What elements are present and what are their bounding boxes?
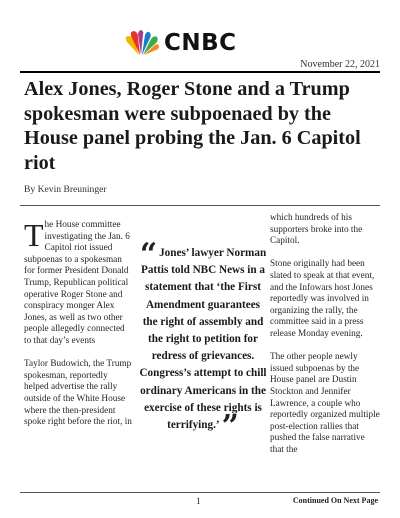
cnbc-wordmark: CNBC xyxy=(164,30,237,56)
continued-link[interactable]: Continued On Next Page xyxy=(292,496,378,505)
article-column-1 xyxy=(24,217,132,440)
footer-divider xyxy=(20,492,380,493)
paragraph: The other people newly issued subpoenas by the House panel are Dustin Stockton and Jennifer Lawrence, a couple who reportedly organized multiple post-election rallies that pushed the false narrative that the xyxy=(270,352,380,455)
publication-date: November 22, 2021 xyxy=(300,59,380,70)
pull-quote-text: Jones’ lawyer Norman Pattis told NBC News in a statement that ‘the First Amendment guarantees the right of assembly and the right to petition for redress of grievances. Congress’s attempt to chill ordinary Americans in the exercise of these rights is terrifying.’ xyxy=(139,247,267,432)
drop-cap: T xyxy=(24,217,44,253)
paragraph-text: he House committee investigating the Jan. 6 Capitol riot issued subpoenas to a spokesman for former President Donald Trump, Republican political operative Roger Stone and conspiracy monger Alex Jones, as well as two other people allegedly connected to that day’s events xyxy=(24,220,130,346)
close-quote-icon: ” xyxy=(221,409,239,445)
article-column-3 xyxy=(270,213,380,468)
paragraph xyxy=(24,217,132,348)
article-byline: By Kevin Breuninger xyxy=(24,184,107,195)
peacock-logo-icon xyxy=(122,30,160,56)
paragraph: Taylor Budowich, the Trump spokesman, reportedly helped advertise the rally outside of the White House where the then-president spoke right before the riot, in xyxy=(24,359,132,428)
top-divider xyxy=(20,71,380,73)
byline-divider xyxy=(20,205,380,206)
open-quote-icon: “ xyxy=(139,237,158,272)
paragraph: which hundreds of his supporters broke into the Capitol. xyxy=(270,213,363,247)
paragraph: Stone originally had been slated to speak at that event, and the Infowars host Jones reportedly was involved in organizing the rally, the committee said in a press release Monday evening. xyxy=(270,259,375,339)
cnbc-logo xyxy=(122,30,282,56)
pull-quote xyxy=(139,237,267,445)
article-headline: Alex Jones, Roger Stone and a Trump spokesman were subpoenaed by the House panel probing the Jan. 6 Capitol riot xyxy=(24,78,361,174)
page-number: 1 xyxy=(196,496,201,506)
